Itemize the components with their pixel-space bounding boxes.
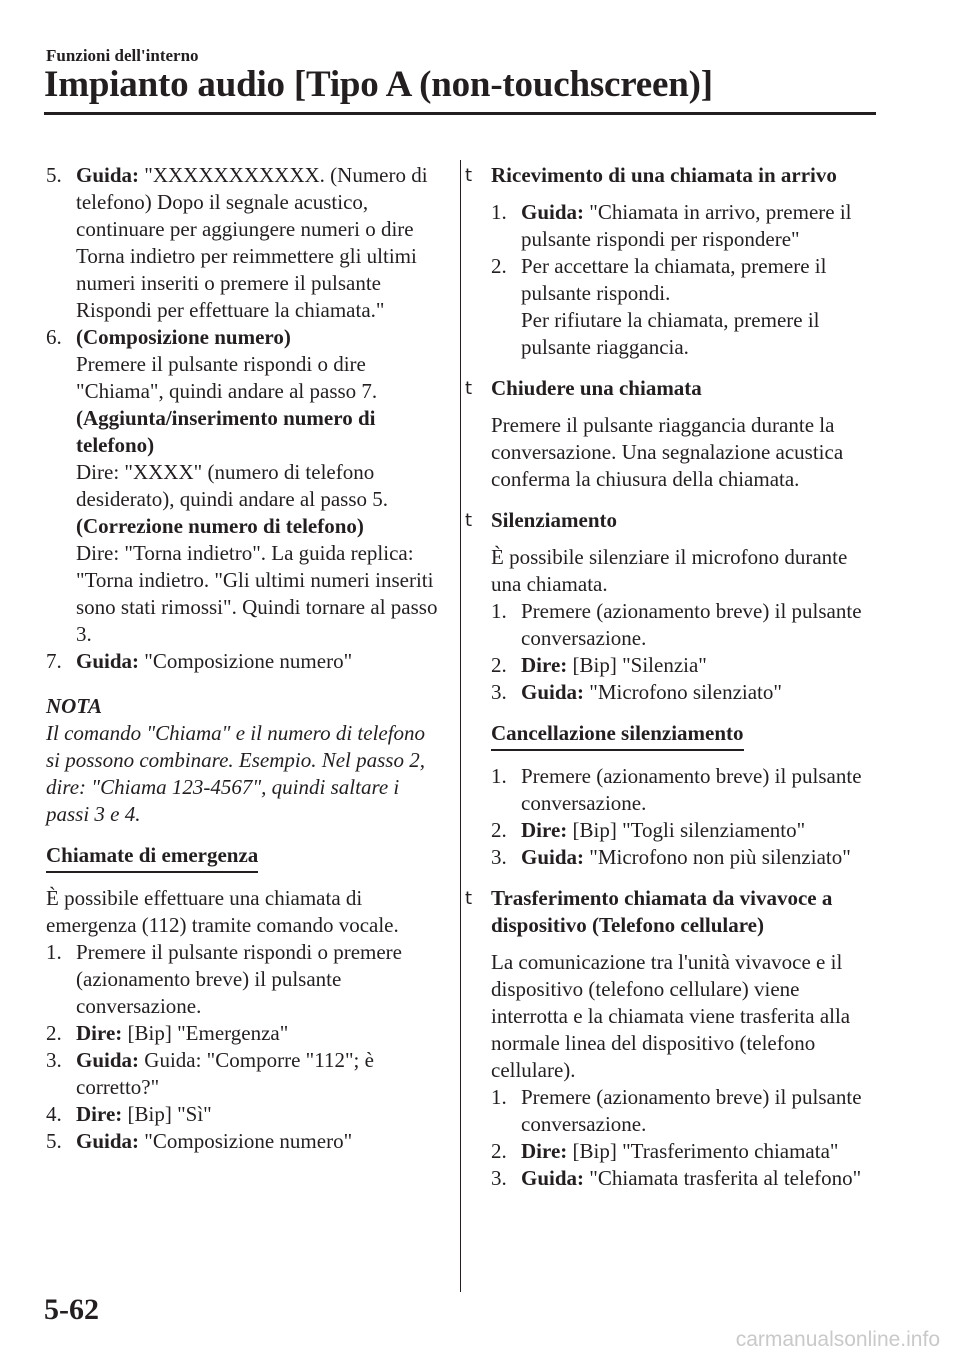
step-text: Per accettare la chiamata, premere il pulsante rispondi.: [521, 254, 827, 305]
emergency-step-1: [46, 939, 441, 1020]
option-heading: (Correzione numero di telefono): [76, 514, 364, 538]
step-number: 3.: [491, 1166, 507, 1190]
step-number: 1.: [491, 1085, 507, 1109]
option-text: Dire: "XXXX" (numero di telefono desiderato), quindi andare al passo 5.: [76, 460, 388, 511]
watermark: carmanualsonline.info: [735, 1328, 940, 1351]
unmute-step-3: [491, 844, 881, 871]
step-number: 1.: [491, 764, 507, 788]
step-text: "Composizione numero": [139, 1129, 353, 1153]
transfer-step-2: [491, 1138, 881, 1165]
step-text: "Chiamata trasferita al telefono": [584, 1166, 862, 1190]
step-text: [Bip] "Togli silenziamento": [567, 818, 806, 842]
step-text: Per rifiutare la chiamata, premere il pulsante riaggancia.: [521, 308, 820, 359]
step-text: Premere (azionamento breve) il pulsante conversazione.: [521, 764, 862, 815]
step-text: Premere (azionamento breve) il pulsante conversazione.: [521, 1085, 862, 1136]
step-number: 3.: [491, 680, 507, 704]
step-number: 3.: [46, 1048, 62, 1072]
step-label: Guida:: [521, 845, 585, 869]
step-text: "Microfono silenziato": [584, 680, 782, 704]
step-number: 1.: [491, 200, 507, 224]
step-label: Guida:: [76, 649, 140, 673]
step-number: 5.: [46, 1129, 62, 1153]
note-text: Il comando "Chiama" e il numero di telefono si possono combinare. Esempio. Nel passo 2, dire: "Chiama 123-4567", quindi saltare i passi 3 e 4.: [46, 721, 426, 826]
step-text: "Composizione numero": [139, 649, 353, 673]
mute-intro: È possibile silenziare il microfono durante una chiamata.: [491, 545, 848, 596]
heading-text: Trasferimento chiamata da vivavoce a dispositivo (Telefono cellulare): [491, 886, 833, 937]
step-text: "Chiamata in arrivo, premere il pulsante rispondi per rispondere": [521, 200, 852, 251]
step-label: Guida:: [521, 680, 585, 704]
step-number: 1.: [491, 599, 507, 623]
right-column: [465, 162, 881, 1192]
option-text: Premere il pulsante rispondi o dire "Chiama", quindi andare al passo 7.: [76, 352, 378, 403]
option-heading: (Aggiunta/inserimento numero di telefono): [76, 406, 376, 457]
transfer-step-1: [491, 1084, 881, 1138]
step-label: Guida:: [76, 1048, 140, 1072]
step-text: [Bip] "Silenzia": [567, 653, 707, 677]
unmute-step-1: [491, 763, 881, 817]
step-text: [Bip] "Trasferimento chiamata": [567, 1139, 839, 1163]
heading-text: Ricevimento di una chiamata in arrivo: [491, 163, 837, 187]
step-label: Dire:: [76, 1021, 123, 1045]
bullet-icon: t: [465, 510, 473, 531]
emergency-intro: È possibile effettuare una chiamata di emergenza (112) tramite comando vocale.: [46, 886, 399, 937]
bullet-icon: t: [465, 378, 473, 399]
step-number: 4.: [46, 1102, 62, 1126]
step-label: Guida:: [76, 1129, 140, 1153]
step-label: Guida:: [521, 200, 585, 224]
step-number: 6.: [46, 325, 62, 349]
note-title: NOTA: [46, 694, 103, 718]
option-heading: (Composizione numero): [76, 325, 291, 349]
heading-text: Chiudere una chiamata: [491, 376, 702, 400]
bullet-icon: t: [465, 888, 473, 909]
step-label: Dire:: [76, 1102, 123, 1126]
step-number: 2.: [491, 653, 507, 677]
step-6: [46, 324, 441, 648]
left-column: [46, 162, 441, 1155]
column-divider: [460, 160, 461, 1292]
step-number: 3.: [491, 845, 507, 869]
mute-heading: [465, 507, 881, 534]
emergency-step-2: [46, 1020, 441, 1047]
mute-step-3: [491, 679, 881, 706]
receive-step-2: [491, 253, 881, 361]
unmute-heading: Cancellazione silenziamento: [491, 720, 744, 751]
mute-step-1: [491, 598, 881, 652]
section-label: Funzioni dell'interno: [46, 46, 199, 65]
unmute-step-2: [491, 817, 881, 844]
step-number: 5.: [46, 163, 62, 187]
step-5: [46, 162, 441, 324]
emergency-step-4: [46, 1101, 441, 1128]
option-text: Dire: "Torna indietro". La guida replica: "Torna indietro. "Gli ultimi numeri inseriti sono stati rimossi". Quindi tornare al passo 3.: [76, 541, 438, 646]
transfer-heading: [465, 885, 881, 939]
step-number: 7.: [46, 649, 62, 673]
step-label: Dire:: [521, 1139, 568, 1163]
step-text: [Bip] "Emergenza": [122, 1021, 289, 1045]
step-number: 1.: [46, 940, 62, 964]
receive-step-1: [491, 199, 881, 253]
step-label: Guida:: [76, 163, 140, 187]
emergency-step-3: [46, 1047, 441, 1101]
step-7: [46, 648, 441, 675]
step-label: Dire:: [521, 818, 568, 842]
step-text: [Bip] "Sì": [122, 1102, 212, 1126]
page-title: Impianto audio [Tipo A (non-touchscreen)]: [44, 64, 713, 105]
heading-text: Silenziamento: [491, 508, 617, 532]
emergency-heading: Chiamate di emergenza: [46, 842, 258, 873]
transfer-text: La comunicazione tra l'unità vivavoce e il dispositivo (telefono cellulare) viene interrotta e la chiamata viene trasferita alla normale linea del dispositivo (telefono cellulare).: [491, 950, 851, 1082]
close-heading: [465, 375, 881, 402]
emergency-step-5: [46, 1128, 441, 1155]
step-text: Guida: "Comporre "112"; è corretto?": [76, 1048, 374, 1099]
title-rule: [44, 112, 876, 115]
step-number: 2.: [491, 1139, 507, 1163]
close-text: Premere il pulsante riaggancia durante la conversazione. Una segnalazione acustica conferma la chiusura della chiamata.: [491, 413, 844, 491]
step-number: 2.: [491, 254, 507, 278]
bullet-icon: t: [465, 165, 473, 186]
step-text: "XXXXXXXXXXX. (Numero di telefono) Dopo il segnale acustico, continuare per aggiungere numeri o dire Torna indietro per reimmettere gli ultimi numeri inseriti o premere il pulsante Rispondi per effettuare la chiamata.": [76, 163, 428, 322]
mute-step-2: [491, 652, 881, 679]
step-number: 2.: [46, 1021, 62, 1045]
step-number: 2.: [491, 818, 507, 842]
step-label: Dire:: [521, 653, 568, 677]
step-label: Guida:: [521, 1166, 585, 1190]
step-text: Premere il pulsante rispondi o premere (azionamento breve) il pulsante conversazione.: [76, 940, 402, 1018]
transfer-step-3: [491, 1165, 881, 1192]
step-text: "Microfono non più silenziato": [584, 845, 851, 869]
page-number: 5-62: [44, 1293, 99, 1326]
step-text: Premere (azionamento breve) il pulsante conversazione.: [521, 599, 862, 650]
receive-heading: [465, 162, 881, 189]
